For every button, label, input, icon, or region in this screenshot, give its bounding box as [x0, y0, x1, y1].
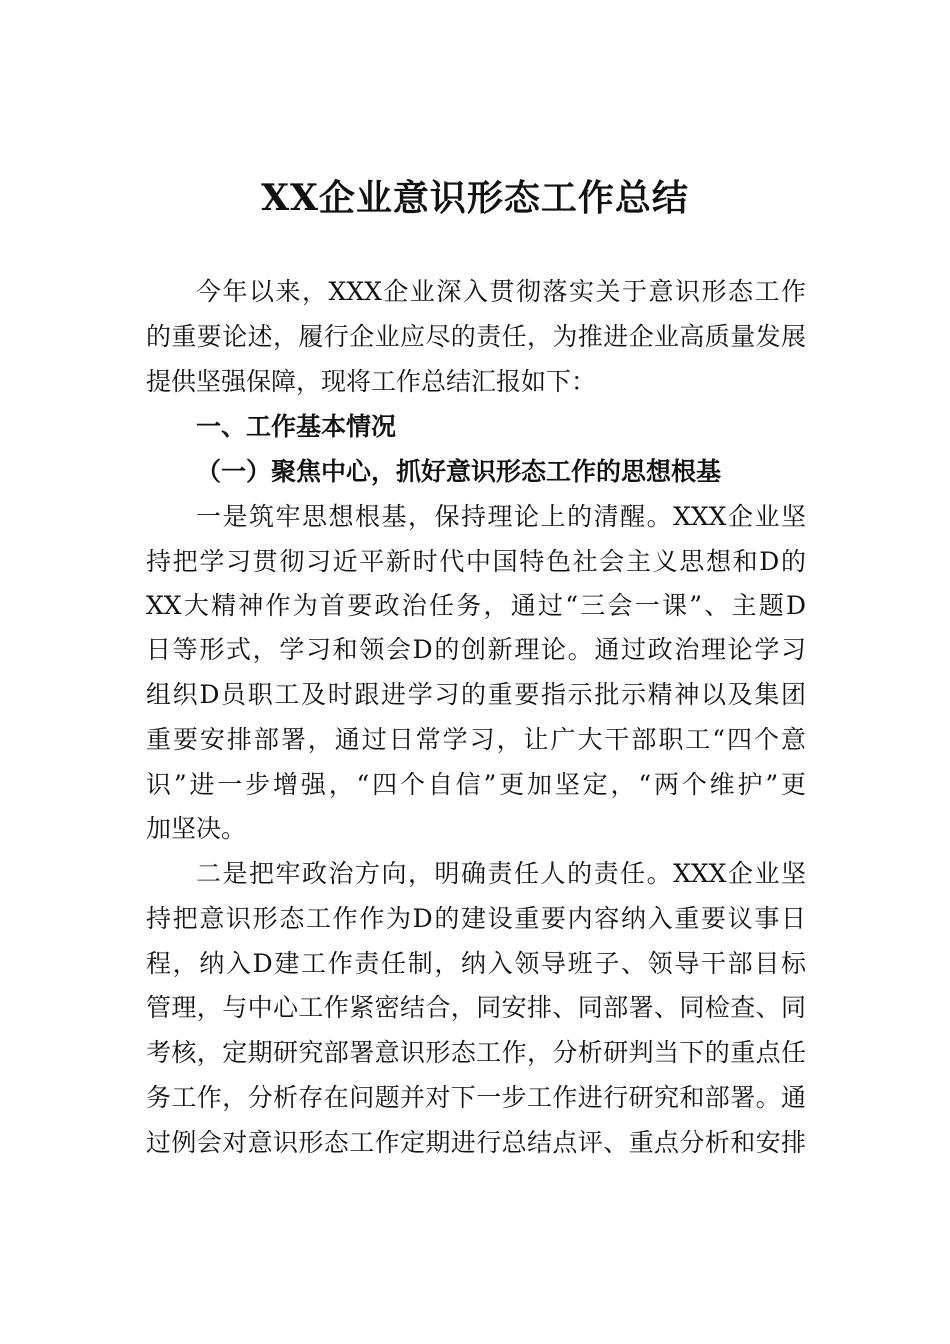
section-heading: 一、工作基本情况	[196, 412, 397, 441]
paragraph-line: 过例会对意识形态工作定期进行总结点评、重点分析和安排	[146, 1128, 806, 1157]
paragraph-line: 提供坚强保障，现将工作总结汇报如下：	[146, 367, 597, 396]
paragraph-line: 日等形式，学习和领会D的创新理论。通过政治理论学习	[146, 635, 806, 664]
paragraph-line: XX大精神作为首要政治任务，通过“三会一课”、主题D	[146, 591, 806, 620]
paragraph-line: 持把意识形态工作作为D的建设重要内容纳入重要议事日	[146, 904, 806, 933]
paragraph-line: 的重要论述，履行企业应尽的责任，为推进企业高质量发展	[146, 322, 806, 351]
paragraph-line: 持把学习贯彻习近平新时代中国特色社会主义思想和D的	[146, 547, 806, 576]
paragraph-line: 考核，定期研究部署意识形态工作，分析研判当下的重点任	[146, 1038, 806, 1067]
document-title: XX企业意识形态工作总结	[261, 177, 689, 219]
subsection-heading: （一）聚焦中心，抓好意识形态工作的思想根基	[196, 457, 722, 486]
paragraph-line: 组织D员职工及时跟进学习的重要指示批示精神以及集团	[146, 680, 806, 709]
paragraph-line: 加坚决。	[146, 814, 247, 843]
paragraph-line: 程，纳入D建工作责任制，纳入领导班子、领导干部目标	[146, 949, 806, 978]
paragraph-line: 识”进一步增强，“四个自信”更加坚定，“两个维护”更	[146, 770, 806, 799]
paragraph-line: 重要安排部署，通过日常学习，让广大干部职工“四个意	[146, 725, 806, 754]
paragraph-line: 一是筑牢思想根基，保持理论上的清醒。XXX企业坚	[196, 502, 806, 531]
paragraph-line: 今年以来，XXX企业深入贯彻落实关于意识形态工作	[196, 277, 806, 306]
paragraph-line: 务工作，分析存在问题并对下一步工作进行研究和部署。通	[146, 1083, 806, 1112]
paragraph-line: 管理，与中心工作紧密结合，同安排、同部署、同检查、同	[146, 993, 806, 1022]
paragraph-line: 二是把牢政治方向，明确责任人的责任。XXX企业坚	[196, 859, 806, 888]
